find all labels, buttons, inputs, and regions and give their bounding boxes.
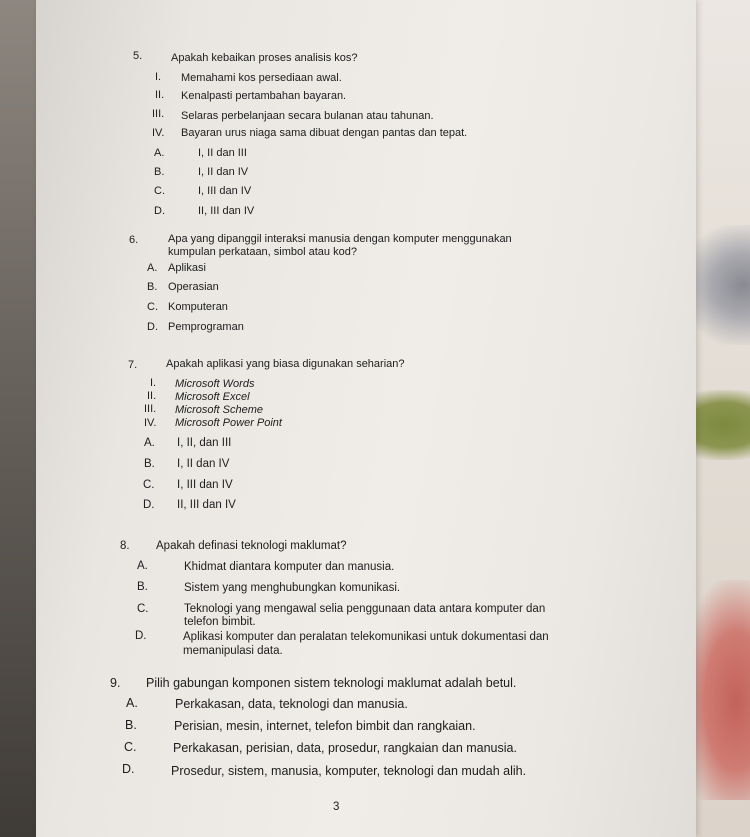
option-letter: D. — [143, 499, 155, 511]
option-letter: D. — [154, 205, 165, 217]
option-letter: B. — [154, 166, 165, 178]
option-text: I, II dan IV — [198, 166, 249, 178]
option-letter: A. — [147, 262, 158, 274]
statement-roman: II. — [147, 390, 157, 402]
option-text: Perkakasan, perisian, data, prosedur, rangkaian dan manusia. — [173, 741, 517, 755]
question-number: 8. — [120, 540, 130, 552]
question-text: Apa yang dipanggil interaksi manusia dengan komputer menggunakan — [168, 233, 512, 245]
option-text: II, III dan IV — [177, 499, 236, 511]
option-letter: D. — [147, 321, 158, 333]
option-letter: A. — [154, 147, 165, 159]
option-letter: C. — [137, 603, 149, 615]
option-text: Aplikasi komputer dan peralatan telekomunikasi untuk dokumentasi dan — [183, 631, 549, 643]
option-text: I, III dan IV — [177, 479, 233, 491]
option-letter: A. — [144, 437, 155, 449]
question-text: Pilih gabungan komponen sistem teknologi maklumat adalah betul. — [146, 676, 517, 690]
question-number: 9. — [110, 676, 121, 690]
option-text: I, II dan III — [198, 147, 247, 159]
option-letter: A. — [137, 560, 148, 572]
question-text: Apakah kebaikan proses analisis kos? — [171, 52, 358, 64]
statement-text: Microsoft Scheme — [175, 404, 264, 416]
statement-roman: III. — [152, 108, 165, 120]
option-letter: C. — [154, 185, 165, 197]
option-text: I, II, dan III — [177, 437, 232, 449]
page-number: 3 — [333, 801, 340, 813]
option-letter: C. — [143, 479, 155, 491]
statement-roman: III. — [144, 403, 157, 415]
statement-roman: I. — [150, 377, 157, 389]
question-text: Apakah definasi teknologi maklumat? — [156, 540, 347, 552]
option-text: Komputeran — [168, 301, 228, 313]
question-text: kumpulan perkataan, simbol atau kod? — [168, 246, 357, 258]
question-number: 5. — [133, 50, 143, 62]
option-letter: A. — [126, 696, 138, 710]
option-text: Prosedur, sistem, manusia, komputer, teknologi dan mudah alih. — [171, 764, 527, 778]
option-letter: D. — [122, 762, 135, 776]
question-text: Apakah aplikasi yang biasa digunakan seharian? — [166, 358, 405, 370]
option-letter: B. — [147, 281, 158, 293]
option-letter: C. — [147, 301, 158, 313]
option-text-continued: memanipulasi data. — [183, 645, 283, 657]
statement-text: Selaras perbelanjaan secara bulanan atau tahunan. — [181, 110, 434, 122]
option-text: I, II dan IV — [177, 458, 230, 470]
option-letter: B. — [125, 718, 137, 732]
option-text: Aplikasi — [168, 262, 206, 274]
option-text: Perkakasan, data, teknologi dan manusia. — [175, 697, 408, 711]
option-text: II, III dan IV — [198, 205, 255, 217]
statement-roman: I. — [155, 71, 162, 83]
statement-text: Kenalpasti pertambahan bayaran. — [181, 90, 347, 102]
option-letter: C. — [124, 740, 137, 754]
option-text: Sistem yang menghubungkan komunikasi. — [184, 582, 401, 594]
statement-text: Bayaran urus niaga sama dibuat dengan pantas dan tepat. — [181, 127, 468, 139]
option-text: Operasian — [168, 281, 219, 293]
option-text: Khidmat diantara komputer dan manusia. — [184, 561, 395, 573]
exam-page — [36, 0, 696, 837]
statement-text: Memahami kos persediaan awal. — [181, 72, 342, 84]
statement-roman: IV. — [152, 127, 165, 139]
statement-text: Microsoft Excel — [175, 391, 250, 403]
option-letter: D. — [135, 630, 147, 642]
question-number: 7. — [128, 359, 138, 371]
option-text: Teknologi yang mengawal selia penggunaan data antara komputer dan — [184, 603, 546, 615]
option-text: I, III dan IV — [198, 185, 252, 197]
option-text-continued: telefon bimbit. — [184, 616, 256, 628]
statement-text: Microsoft Words — [175, 378, 255, 390]
option-text: Pemprograman — [168, 321, 244, 333]
option-text: Perisian, mesin, internet, telefon bimbit dan rangkaian. — [174, 719, 476, 733]
statement-roman: IV. — [144, 417, 157, 429]
option-letter: B. — [144, 458, 155, 470]
option-letter: B. — [137, 581, 148, 593]
statement-roman: II. — [155, 89, 165, 101]
question-number: 6. — [129, 234, 139, 246]
statement-text: Microsoft Power Point — [175, 417, 282, 429]
